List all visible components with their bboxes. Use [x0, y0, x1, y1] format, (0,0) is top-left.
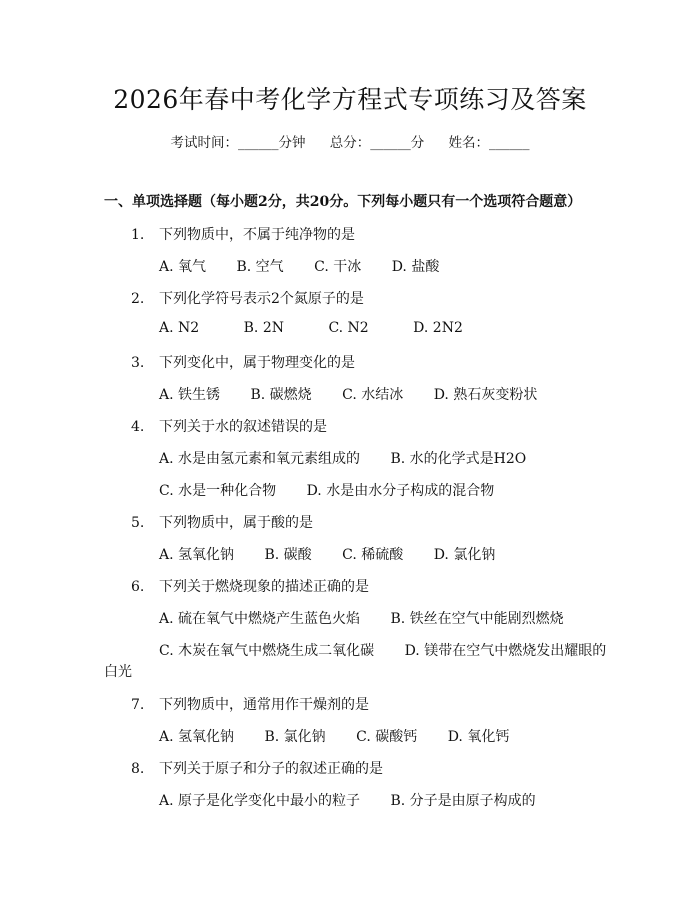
option: A. 原子是化学变化中最小的粒子 — [159, 793, 361, 809]
question-number: 7. — [131, 697, 145, 713]
option: A. 氢氧化钠 — [159, 547, 235, 563]
question-number: 3. — [131, 355, 145, 371]
option: C. 水是一种化合物 — [159, 483, 277, 499]
option: B. 2N — [243, 320, 284, 336]
option: C. 干冰 — [314, 259, 362, 275]
option: D. 氯化钠 — [433, 547, 496, 563]
question-text: 下列物质中，不属于纯净物的是 — [159, 227, 355, 243]
question-text: 下列关于水的叙述错误的是 — [159, 419, 327, 435]
question-text: 下列关于燃烧现象的描述正确的是 — [159, 579, 369, 595]
option: D. 2N2 — [413, 320, 463, 336]
question-text: 下列关于原子和分子的叙述正确的是 — [159, 761, 383, 777]
option-row — [159, 448, 552, 468]
option: B. 氯化钠 — [264, 729, 326, 745]
option-row — [159, 544, 521, 564]
student-name: 姓名：______ — [448, 135, 530, 151]
option: C. 碳酸钙 — [356, 729, 418, 745]
option: B. 碳燃烧 — [250, 387, 312, 403]
question — [131, 576, 369, 596]
option: A. 铁生锈 — [159, 387, 221, 403]
option-row — [159, 480, 520, 500]
question — [131, 512, 313, 532]
option: C. 稀硫酸 — [342, 547, 404, 563]
option-row — [159, 608, 590, 628]
option-continuation: 白光 — [104, 664, 132, 680]
option: D. 盐酸 — [391, 259, 440, 275]
option: B. 碳酸 — [264, 547, 312, 563]
option: D. 水是由水分子构成的混合物 — [306, 483, 495, 499]
option-row — [159, 726, 535, 746]
option: A. 氢氧化钠 — [159, 729, 235, 745]
question — [131, 758, 383, 778]
option: A. 硫在氧气中燃烧产生蓝色火焰 — [159, 611, 361, 627]
question — [131, 694, 369, 714]
option-row — [159, 384, 563, 404]
question-text: 下列物质中，属于酸的是 — [159, 515, 313, 531]
exam-score: 总分：______分 — [329, 135, 425, 151]
question-number: 2. — [131, 291, 145, 307]
option: D. 镁带在空气中燃烧发出耀眼的 — [404, 643, 607, 659]
question — [131, 352, 355, 372]
option: B. 水的化学式是H2O — [390, 451, 527, 467]
question-number: 8. — [131, 761, 145, 777]
question-number: 4. — [131, 419, 145, 435]
option: C. 水结冰 — [342, 387, 404, 403]
option-row — [159, 256, 465, 276]
option: D. 氧化钙 — [447, 729, 510, 745]
option: C. N2 — [328, 320, 369, 336]
exam-time: 考试时间：______分钟 — [170, 135, 306, 151]
option: D. 熟石灰变粉状 — [433, 387, 538, 403]
question-number: 1. — [131, 227, 145, 243]
option-row — [159, 640, 606, 660]
option: B. 空气 — [236, 259, 284, 275]
section-heading: 一、单项选择题（每小题2分，共20分。下列每小题只有一个选项符合题意） — [104, 194, 582, 210]
question — [131, 224, 355, 244]
option-row — [159, 790, 562, 810]
option-row — [159, 320, 489, 336]
option: A. 水是由氢元素和氧元素组成的 — [159, 451, 361, 467]
option: A. 氧气 — [159, 259, 207, 275]
page-title: 2026年春中考化学方程式专项练习及答案 — [113, 85, 587, 114]
question — [131, 288, 364, 308]
option: A. N2 — [159, 320, 200, 336]
option: B. 铁丝在空气中能剧烈燃烧 — [390, 611, 564, 627]
question — [131, 416, 327, 436]
option: B. 分子是由原子构成的 — [390, 793, 536, 809]
exam-info — [0, 131, 700, 151]
question-number: 6. — [131, 579, 145, 595]
option: C. 木炭在氧气中燃烧生成二氧化碳 — [159, 643, 375, 659]
question-text: 下列物质中，通常用作干燥剂的是 — [159, 697, 369, 713]
question-text: 下列变化中，属于物理变化的是 — [159, 355, 355, 371]
question-number: 5. — [131, 515, 145, 531]
question-text: 下列化学符号表示2个氮原子的是 — [159, 291, 364, 307]
